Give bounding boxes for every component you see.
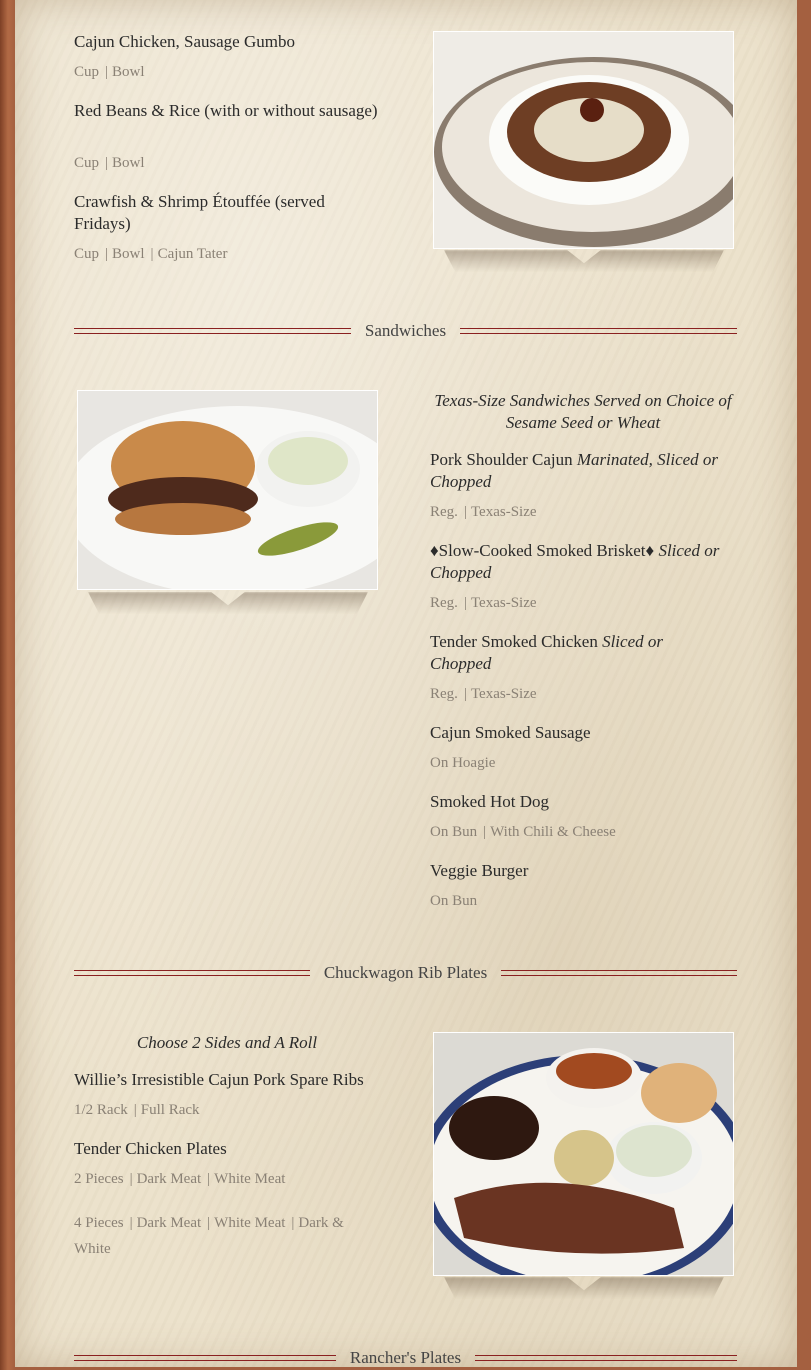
menu-item-prices: On Bun	[430, 893, 478, 909]
menu-item-title: Smoked Hot Dog	[430, 792, 549, 811]
section-title: Sandwiches	[364, 321, 447, 340]
menu-item-prices: 4 Pieces | Dark Meat | White Meat | Dark & White	[74, 1215, 344, 1257]
section-rule	[74, 1355, 336, 1361]
section-rule	[74, 970, 310, 976]
menu-item-title: Crawfish & Shrimp Étouffée (served Fridays)	[74, 192, 325, 233]
menu-item-title: Red Beans & Rice (with or without sausage)	[74, 101, 378, 120]
menu-item-prices: Cup | Bowl	[74, 155, 145, 171]
rib-plate-photo	[433, 1032, 734, 1276]
menu-item-prices: Cup | Bowl | Cajun Tater	[74, 246, 228, 262]
menu-item-prices: 1/2 Rack | Full Rack	[74, 1102, 200, 1118]
rib-plate-image	[434, 1033, 733, 1275]
section-rule	[501, 970, 737, 976]
menu-item-prices: On Bun | With Chili & Cheese	[430, 824, 616, 840]
menu-item-title: Cajun Smoked Sausage	[430, 723, 591, 742]
sandwich-plate-image	[78, 391, 377, 589]
menu-item-prices: Reg. | Texas-Size	[430, 595, 537, 611]
menu-item-title: Willie’s Irresistible Cajun Pork Spare Ribs	[74, 1070, 364, 1089]
menu-item-title: Tender Smoked Chicken Sliced or Chopped	[430, 632, 663, 673]
gumbo-plate-image	[434, 32, 733, 248]
menu-item-title: Cajun Chicken, Sausage Gumbo	[74, 32, 295, 51]
section-header-rib-plates	[74, 961, 737, 985]
menu-item-prices: Reg. | Texas-Size	[430, 504, 537, 520]
menu-item-title: Tender Chicken Plates	[74, 1139, 227, 1158]
menu-item-title: Veggie Burger	[430, 861, 529, 880]
menu-item-title: ♦Slow-Cooked Smoked Brisket♦ Sliced or Chopped	[430, 541, 720, 582]
section-title: Rancher's Plates	[349, 1348, 462, 1367]
section-rule	[74, 328, 351, 334]
sandwich-photo	[77, 390, 378, 590]
menu-item-prices: Cup | Bowl	[74, 64, 145, 80]
menu-item-prices: Reg. | Texas-Size	[430, 686, 537, 702]
menu-item-prices: On Hoagie	[430, 755, 496, 771]
section-title: Chuckwagon Rib Plates	[323, 963, 488, 982]
gumbo-photo	[433, 31, 734, 249]
section-header-sandwiches	[74, 319, 737, 343]
sandwiches-heading: Texas-Size Sandwiches Served on Choice of Sesame Seed or Wheat	[434, 391, 732, 432]
section-rule	[460, 328, 737, 334]
menu-item-title: Pork Shoulder Cajun Marinated, Sliced or Chopped	[430, 450, 719, 491]
section-rule	[475, 1355, 737, 1361]
menu-item-prices: 2 Pieces | Dark Meat | White Meat	[74, 1171, 286, 1187]
rib-plates-heading: Choose 2 Sides and A Roll	[136, 1033, 318, 1052]
section-header-ranchers-plates	[74, 1346, 737, 1370]
